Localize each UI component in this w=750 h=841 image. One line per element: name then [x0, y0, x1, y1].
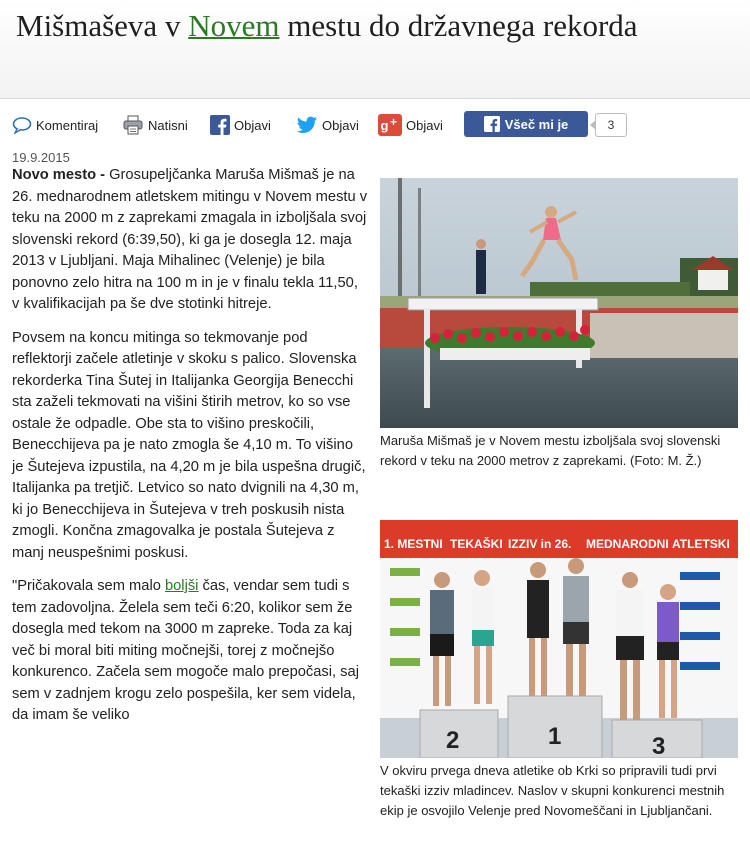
printer-icon — [122, 115, 144, 135]
article-date: 19.9.2015 — [12, 150, 70, 165]
print-button[interactable] — [122, 114, 188, 136]
banner-word-5: ATLETSKI — [672, 537, 730, 551]
paragraph-3-end: čas, vendar sem tudi s tem zadovoljna. Želela sem teči 6:20, kolikor sem že dosegla med tekom na 3000 m zapreke. Toda za kaj več bi moral biti miting močnejši, torej z močnejšo konkurenco. Začela sem mogoče malo prepočasi, saj sem v zadnjem krogu zelo pospešila, ker sem videla, da imam še veliko — [12, 578, 359, 723]
paragraph-2: Povsem na koncu mitinga so tekmovanje pod reflektorji začele atletinje v skoku s palico. Slovenska rekorderka Tina Šutej in Italijanka Georgija Benecchi sta zaželi tekmovati na višini štirih metrov, ko so vse ostale že odpadle. Obe sta to višino preskočili, Benecchijeva pa je nato zmogla še 4,10 m. To višino je Šutejeva izpustila, na 4,20 m je bila uspešna drugič, Italijanka pa tretjič. Letvico so nato dvignili na 4,30 m, ki jo Benecchijeva in Šutejeva v treh poskusih nista zmogli. Končna zmagovalka je postala Šutejeva z manj neuspešnimi poskusi. — [12, 329, 366, 561]
gplus-share-button[interactable] — [378, 114, 443, 136]
title-part-1: Mišmaševa v — [16, 8, 189, 43]
inline-link-bolj[interactable]: boljši — [164, 578, 199, 594]
headline-bar — [0, 0, 750, 99]
paragraph-3-start: "Pričakovala sem malo — [12, 578, 165, 594]
comment-label: Komentiraj — [36, 117, 99, 133]
podium-number-1: 1 — [548, 723, 562, 750]
photo-1-caption: Maruša Mišmaš je v Novem mestu izboljšala svoj slovenski rekord v teku na 2000 metrov z zaprekami. (Foto: M. Ž.) — [380, 433, 721, 468]
twitter-share-button[interactable] — [296, 114, 359, 136]
like-label: Všeč mi je — [504, 116, 569, 132]
facebook-share-label: Objavi — [234, 117, 271, 133]
photo-1-figure — [380, 178, 738, 471]
banner-word-4: MEDNARODNI — [586, 537, 669, 551]
twitter-share-label: Objavi — [322, 117, 359, 133]
google-plus-icon — [378, 114, 402, 136]
title-part-2: mestu do državnega rekorda — [279, 8, 638, 43]
paragraph-1-text: Grosupeljčanka Maruša Mišmaš je na 26. mednarodnem atletskem mitingu v Novem mestu v teku na 2000 m z zaprekami zmagala in izboljšala svoj slovenski rekord (6:39,50), ki ga je dosegla 12. maja 2013 v Ljubljani. Maja Mihalinec (Velenje) je bila ponovno zelo hitra na 100 m in je v finalu tekla 11,50, v kvalifikacijah pa še dve stotinki hitreje. — [12, 167, 368, 312]
steeplechase-photo[interactable] — [380, 178, 738, 428]
comment-button[interactable] — [12, 114, 98, 136]
facebook-like-button[interactable] — [464, 111, 588, 137]
facebook-icon — [210, 115, 230, 135]
title-link-novem[interactable]: Novem — [188, 8, 280, 43]
banner-word-3: IZZIV in 26. — [508, 537, 572, 551]
photo-2-caption: V okviru prvega dneva atletike ob Krki so pripravili tudi prvi tekaški izziv mladincev. Naslov v skupni konkurenci mestnih ekip je osvojilo Velenje pred Novomeščani in Ljubljančani. — [380, 763, 725, 818]
print-label: Natisni — [148, 117, 188, 133]
svg-text:+: + — [390, 115, 398, 129]
facebook-like-icon — [484, 116, 500, 132]
svg-text:g: g — [380, 118, 389, 133]
comment-icon — [12, 116, 32, 134]
podium-number-2: 2 — [446, 727, 460, 754]
paragraph-3 — [12, 576, 368, 727]
paragraph-1 — [12, 165, 368, 316]
podium-photo[interactable] — [380, 520, 738, 758]
article-body — [12, 165, 368, 739]
like-count: 3 — [595, 113, 627, 137]
banner-word-2: TEKAŠKI — [450, 537, 503, 551]
dateline-place: Novo mesto - — [12, 167, 106, 183]
share-toolbar — [12, 110, 732, 140]
photo-2-figure — [380, 520, 738, 821]
facebook-share-button[interactable] — [210, 114, 271, 136]
twitter-bird-icon — [296, 116, 318, 134]
banner-word-1: 1. MESTNI — [384, 537, 443, 551]
gplus-share-label: Objavi — [406, 117, 443, 133]
podium-number-3: 3 — [652, 733, 666, 758]
page-title — [16, 6, 736, 45]
